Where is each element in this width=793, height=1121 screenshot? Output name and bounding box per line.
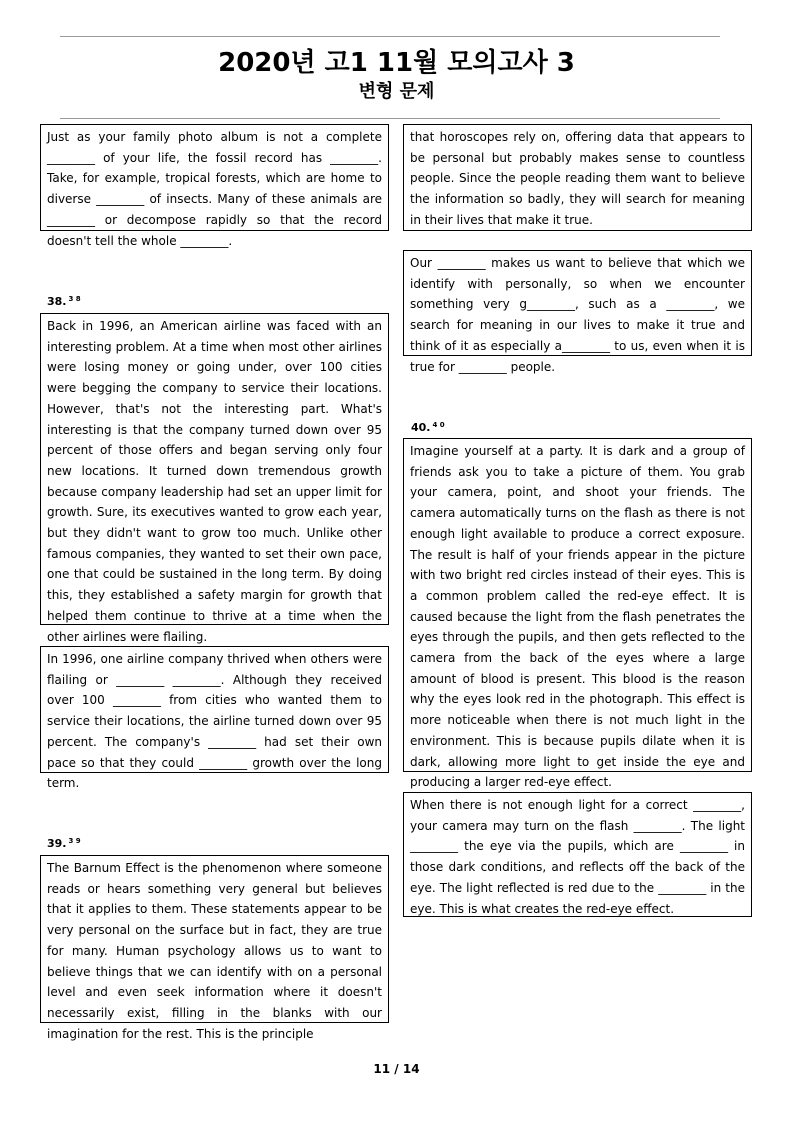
question-number-39-label: 39. xyxy=(47,837,67,850)
page-subtitle: 변형 문제 xyxy=(358,81,435,102)
question-number-40 xyxy=(411,421,445,434)
summary-box-38: In 1996, one airline company thrived when others were flailing or ________ ________. Although they received over 100 ________ from cities who wanted them to service their locations, the airline turned down over 95 percent. The company's ________ had set their own pace so that they could ________ growth over the long term. xyxy=(40,646,389,773)
passage-box-39: The Barnum Effect is the phenomenon where someone reads or hears something very general but believes that it applies to them. These statements appear to be very personal on the surface but in fact, they are true for many. Human psychology allows us to want to believe things that we can identify with on a personal level and even seek information where it doesn't necessarily exist, filling in the blanks with our imagination for the rest. This is the principle xyxy=(40,855,389,1023)
passage-box-39-continued: that horoscopes rely on, offering data that appears to be personal but probably makes sense to countless people. Since the people reading them want to believe the information so badly, they will search for meaning in their lives that make it true. xyxy=(403,124,752,231)
passage-box-40: Imagine yourself at a party. It is dark and a group of friends ask you to take a picture of them. You grab your camera, point, and shoot your friends. The camera automatically turns on the flash as there is not enough light available to produce a correct exposure. The result is half of your friends appear in the picture with two bright red circles instead of their eyes. This is a common problem called the red-eye effect. It is caused because the light from the flash penetrates the eyes through the pupils, and then gets reflected to the camera from the back of the eyes where a large amount of blood is present. This blood is the reason why the eyes look red in the photograph. This effect is more noticeable when there is not much light in the environment. This is because pupils dilate when it is dark, allowing more light to get inside the eye and producing a larger red-eye effect. xyxy=(403,438,752,772)
header-top-rule xyxy=(60,36,720,37)
page-title: 2020년 고1 11월 모의고사 3 xyxy=(218,48,575,78)
summary-box-37: Just as your family photo album is not a complete ________ of your life, the fossil record has ________. Take, for example, tropical forests, which are home to diverse ________ of insects. Many of these animals are ________ or decompose rapidly so that the record doesn't tell the whole ________. xyxy=(40,124,389,231)
question-number-38-sup: 3 8 xyxy=(68,295,81,303)
question-number-39 xyxy=(47,837,81,850)
header-bottom-rule xyxy=(60,118,720,119)
question-number-40-sup: 4 0 xyxy=(432,421,445,429)
summary-box-39: Our ________ makes us want to believe that which we identify with personally, so when we encounter something very g________, such as a ________, we search for meaning in our lives to make it true and think of it as especially a________ to us, even when it is true for ________ people. xyxy=(403,250,752,356)
question-number-39-sup: 3 9 xyxy=(68,837,81,845)
summary-box-40: When there is not enough light for a correct ________, your camera may turn on the flash ________. The light ________ the eye via the pupils, which are ________ in those dark conditions, and reflects off the back of the eye. The light reflected is red due to the ________ in the eye. This is what creates the red-eye effect. xyxy=(403,792,752,917)
page-number: 11 / 14 xyxy=(373,1062,420,1076)
question-number-40-label: 40. xyxy=(411,421,431,434)
passage-box-38: Back in 1996, an American airline was faced with an interesting problem. At a time when most other airlines were losing money or going under, over 100 cities were begging the company to service their locations. However, that's not the interesting part. What's interesting is that the company turned down over 95 percent of those offers and began serving only four new locations. It turned down tremendous growth because company leadership had set an upper limit for growth. Sure, its executives wanted to grow each year, but they didn't want to grow too much. Unlike other famous companies, they wanted to set their own pace, one that could be sustained in the long term. By doing this, they established a safety margin for growth that helped them continue to thrive at a time when the other airlines were flailing. xyxy=(40,313,389,625)
question-number-38 xyxy=(47,295,81,308)
question-number-38-label: 38. xyxy=(47,295,67,308)
